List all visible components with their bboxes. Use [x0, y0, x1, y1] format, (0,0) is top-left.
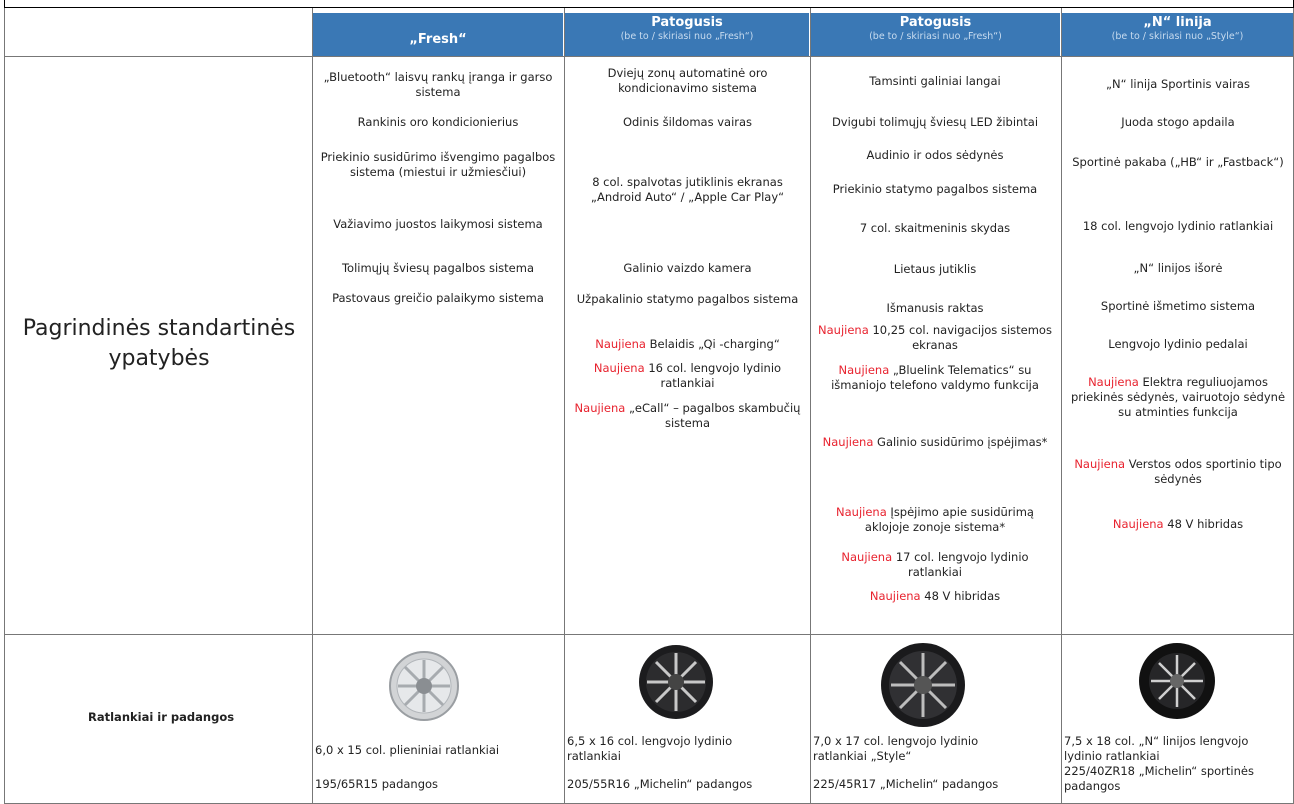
column-header-comfort-1: [565, 13, 809, 56]
divider: [312, 8, 313, 804]
new-badge: Naujiena: [1088, 375, 1139, 389]
feature-text: Belaidis „Qi -charging“: [649, 337, 780, 351]
new-badge: Naujiena: [593, 361, 645, 375]
feature-item: [1066, 299, 1290, 314]
new-badge: Naujiena: [822, 435, 874, 449]
feature-item: [814, 262, 1056, 277]
feature-text: „eCall“ – pagalbos skambučių sistema: [628, 401, 801, 430]
alloy-wheel-17-image: [879, 641, 967, 729]
feature-text: Odinis šildomas vairas: [622, 115, 753, 129]
feature-text: Priekinio statymo pagalbos sistema: [832, 182, 1038, 196]
divider: [564, 8, 565, 804]
new-badge: Naujiena: [869, 589, 921, 603]
feature-item: [814, 115, 1056, 130]
tire-spec: 225/45R17 „Michelin“ padangos: [813, 777, 999, 791]
top-border: [4, 0, 1294, 8]
divider: [4, 8, 5, 804]
column-subtitle: (be to / skiriasi nuo „Fresh“): [620, 31, 754, 42]
feature-text: 48 V hibridas: [1167, 517, 1244, 531]
feature-text: Išmanusis raktas: [886, 301, 984, 315]
feature-text: „N“ linija Sportinis vairas: [1106, 77, 1250, 91]
features-col-fresh: [318, 60, 558, 630]
new-badge: Naujiena: [1074, 457, 1126, 471]
feature-item: [1066, 337, 1290, 352]
feature-text: „N“ linijos išorė: [1133, 261, 1223, 275]
feature-text: Sportinė pakaba („HB“ ir „Fastback“): [1072, 155, 1284, 169]
rim-spec: 6,0 x 15 col. plieniniai ratlankiai: [315, 743, 500, 757]
column-header-n-line: [1062, 13, 1293, 56]
feature-item: Važiavimo juostos laikymosi sistema: [333, 217, 543, 231]
feature-text: Elektra reguliuojamos priekinės sėdynės, vairuotojo sėdynė su atminties funkcija: [1070, 375, 1286, 419]
feature-item: [1066, 375, 1290, 420]
divider: [4, 634, 1294, 635]
feature-text: 10,25 col. navigacijos sistemos ekranas: [872, 323, 1052, 352]
column-subtitle: (be to / skiriasi nuo „Fresh“): [869, 31, 1002, 42]
feature-item: [570, 337, 805, 352]
feature-text: Lengvojo lydinio pedalai: [1108, 337, 1248, 351]
feature-item: [814, 221, 1056, 236]
column-header-comfort-2: [811, 13, 1060, 56]
feature-text: Juoda stogo apdaila: [1121, 115, 1235, 129]
feature-text: Galinio vaizdo kamera: [623, 261, 752, 275]
column-header-fresh: [313, 13, 563, 56]
feature-item: [814, 74, 1056, 89]
feature-item: [1066, 517, 1290, 532]
divider: [4, 56, 1294, 57]
column-title: „Fresh“: [409, 32, 467, 47]
feature-text: Verstos odos sportinio tipo sėdynės: [1128, 457, 1282, 486]
feature-item: Priekinio susidūrimo išvengimo pagalbos sistema (miestui ir užmiesčiui): [320, 150, 556, 179]
new-badge: Naujiena: [574, 401, 626, 415]
new-badge: Naujiena: [838, 363, 890, 377]
new-badge: Naujiena: [1112, 517, 1164, 531]
feature-text: Tamsinti galiniai langai: [869, 74, 1001, 88]
column-title: Patogusis: [899, 15, 972, 30]
divider: [810, 8, 811, 804]
feature-item: [814, 323, 1056, 353]
feature-item: [1066, 457, 1290, 487]
feature-item: Tolimųjų šviesų pagalbos sistema: [341, 261, 534, 275]
tire-spec: 225/40ZR18 „Michelin“ sportinės padangos: [1064, 764, 1254, 793]
feature-item: [570, 66, 805, 96]
feature-item: [814, 435, 1056, 450]
spec-table: [4, 0, 1293, 804]
feature-text: Dvigubi tolimųjų šviesų LED žibintai: [831, 115, 1039, 129]
feature-item: [570, 175, 805, 205]
column-title: Patogusis: [651, 15, 723, 30]
feature-item: [1066, 115, 1290, 130]
feature-item: [570, 115, 805, 130]
feature-item: [570, 401, 805, 431]
feature-text: 8 col. spalvotas jutiklinis ekranas „Android Auto“ / „Apple Car Play“: [590, 175, 785, 204]
feature-item: [570, 292, 805, 307]
row-label-wheels: Ratlankiai ir padangos: [88, 710, 235, 724]
feature-text: Sportinė išmetimo sistema: [1100, 299, 1256, 313]
feature-text: „Bluelink Telematics“ su išmaniojo telefono valdymo funkcija: [831, 363, 1039, 392]
feature-text: 7 col. skaitmeninis skydas: [859, 221, 1011, 235]
rim-spec: 7,5 x 18 col. „N“ linijos lengvojo lydinio ratlankiai: [1064, 734, 1249, 763]
new-badge: Naujiena: [841, 550, 893, 564]
feature-item: [1066, 155, 1290, 170]
feature-item: [814, 589, 1056, 604]
tire-spec: 195/65R15 padangos: [315, 777, 439, 791]
alloy-wheel-16-image: [637, 643, 715, 721]
column-title: „N“ linija: [1143, 15, 1212, 30]
feature-item: Pastovaus greičio palaikymo sistema: [332, 291, 544, 305]
new-badge: Naujiena: [595, 337, 646, 351]
feature-text: 17 col. lengvojo lydinio ratlankiai: [895, 550, 1029, 579]
feature-item: Rankinis oro kondicionierius: [357, 115, 519, 129]
feature-text: Įspėjimo apie susidūrimą aklojoje zonoje sistema*: [864, 505, 1034, 534]
new-badge: Naujiena: [836, 505, 887, 519]
feature-item: [814, 182, 1056, 197]
feature-text: Lietaus jutiklis: [893, 262, 977, 276]
new-badge: Naujiena: [818, 323, 869, 337]
steel-wheel-image: [388, 650, 460, 722]
feature-item: „Bluetooth“ laisvų rankų įranga ir garso sistema: [323, 70, 553, 99]
column-subtitle: (be to / skiriasi nuo „Style“): [1111, 31, 1244, 42]
feature-item: [814, 550, 1056, 580]
feature-text: Galinio susidūrimo įspėjimas*: [877, 435, 1048, 449]
feature-item: [814, 363, 1056, 393]
feature-text: Užpakalinio statymo pagalbos sistema: [576, 292, 799, 306]
feature-text: 16 col. lengvojo lydinio ratlankiai: [648, 361, 782, 390]
feature-item: [814, 301, 1056, 316]
features-col-comfort-1: [570, 60, 805, 630]
feature-text: Dviejų zonų automatinė oro kondicionavimo sistema: [607, 66, 768, 95]
features-col-comfort-2: [814, 60, 1056, 630]
divider: [1061, 8, 1062, 804]
features-col-n-line: [1066, 60, 1290, 630]
rim-spec: 6,5 x 16 col. lengvojo lydinio ratlankiai: [567, 734, 733, 763]
feature-text: Audinio ir odos sėdynės: [866, 148, 1004, 162]
feature-text: 18 col. lengvojo lydinio ratlankiai: [1082, 219, 1274, 233]
feature-item: [570, 361, 805, 391]
feature-item: [1066, 77, 1290, 92]
feature-item: [814, 505, 1056, 535]
row-label-standard-features: Pagrindinės standartinės ypatybės: [22, 316, 296, 371]
tire-spec: 205/55R16 „Michelin“ padangos: [567, 777, 753, 791]
feature-text: 48 V hibridas: [924, 589, 1001, 603]
feature-item: [570, 261, 805, 276]
rim-spec: 7,0 x 17 col. lengvojo lydinio ratlankiai „Style“: [813, 734, 979, 763]
feature-item: [1066, 219, 1290, 234]
feature-item: [1066, 261, 1290, 276]
feature-item: [814, 148, 1056, 163]
alloy-wheel-18-image: [1137, 641, 1217, 721]
